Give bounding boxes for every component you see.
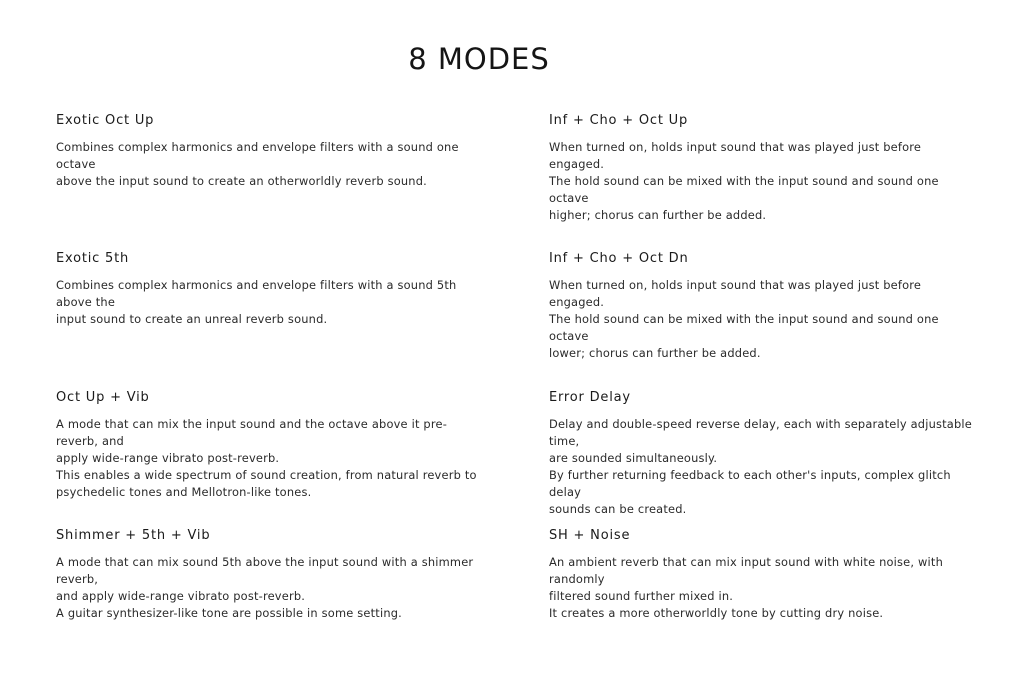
mode-name: Exotic 5th — [56, 251, 130, 266]
mode-description: When turned on, holds input sound that was played just before engaged. The hold sound can be mixed with the input sound and sound one octave lower; chorus can further be added. — [549, 278, 939, 360]
mode-name: Oct Up + Vib — [56, 390, 150, 405]
mode-name: Inf + Cho + Oct Dn — [549, 251, 689, 266]
mode-description: A mode that can mix sound 5th above the input sound with a shimmer reverb, and apply wide-range vibrato post-reverb. A guitar synthesizer-like tone are possible in some setting. — [56, 555, 474, 620]
mode-name: Inf + Cho + Oct Up — [549, 113, 689, 128]
mode-name: Error Delay — [549, 390, 631, 405]
mode-exotic-oct-up — [56, 112, 486, 190]
mode-name: Exotic Oct Up — [56, 113, 155, 128]
mode-name: Shimmer + 5th + Vib — [56, 528, 211, 543]
mode-shimmer-5th-vib — [56, 527, 486, 622]
page-title: 8 MODES — [408, 42, 550, 76]
mode-sh-noise — [549, 527, 979, 622]
mode-name: SH + Noise — [549, 528, 631, 543]
mode-error-delay — [549, 389, 979, 518]
mode-inf-cho-oct-up — [549, 112, 979, 224]
mode-description: Delay and double-speed reverse delay, each with separately adjustable time, are sounded simultaneously. By further returning feedback to each other's inputs, complex glitch delay sounds can be created. — [549, 417, 972, 516]
mode-description: When turned on, holds input sound that was played just before engaged. The hold sound can be mixed with the input sound and sound one octave higher; chorus can further be added. — [549, 140, 939, 222]
mode-inf-cho-oct-dn — [549, 250, 979, 362]
mode-description: Combines complex harmonics and envelope filters with a sound 5th above the input sound to create an unreal reverb sound. — [56, 278, 457, 326]
mode-oct-up-vib — [56, 389, 486, 501]
mode-description: A mode that can mix the input sound and the octave above it pre-reverb, and apply wide-range vibrato post-reverb. This enables a wide spectrum of sound creation, from natural reverb to psychedelic tones and Mellotron-like tones. — [56, 417, 477, 499]
mode-description: Combines complex harmonics and envelope filters with a sound one octave above the input sound to create an otherworldly reverb sound. — [56, 140, 459, 188]
mode-description: An ambient reverb that can mix input sound with white noise, with randomly filtered sound further mixed in. It creates a more otherworldly tone by cutting dry noise. — [549, 555, 943, 620]
mode-exotic-5th — [56, 250, 486, 328]
